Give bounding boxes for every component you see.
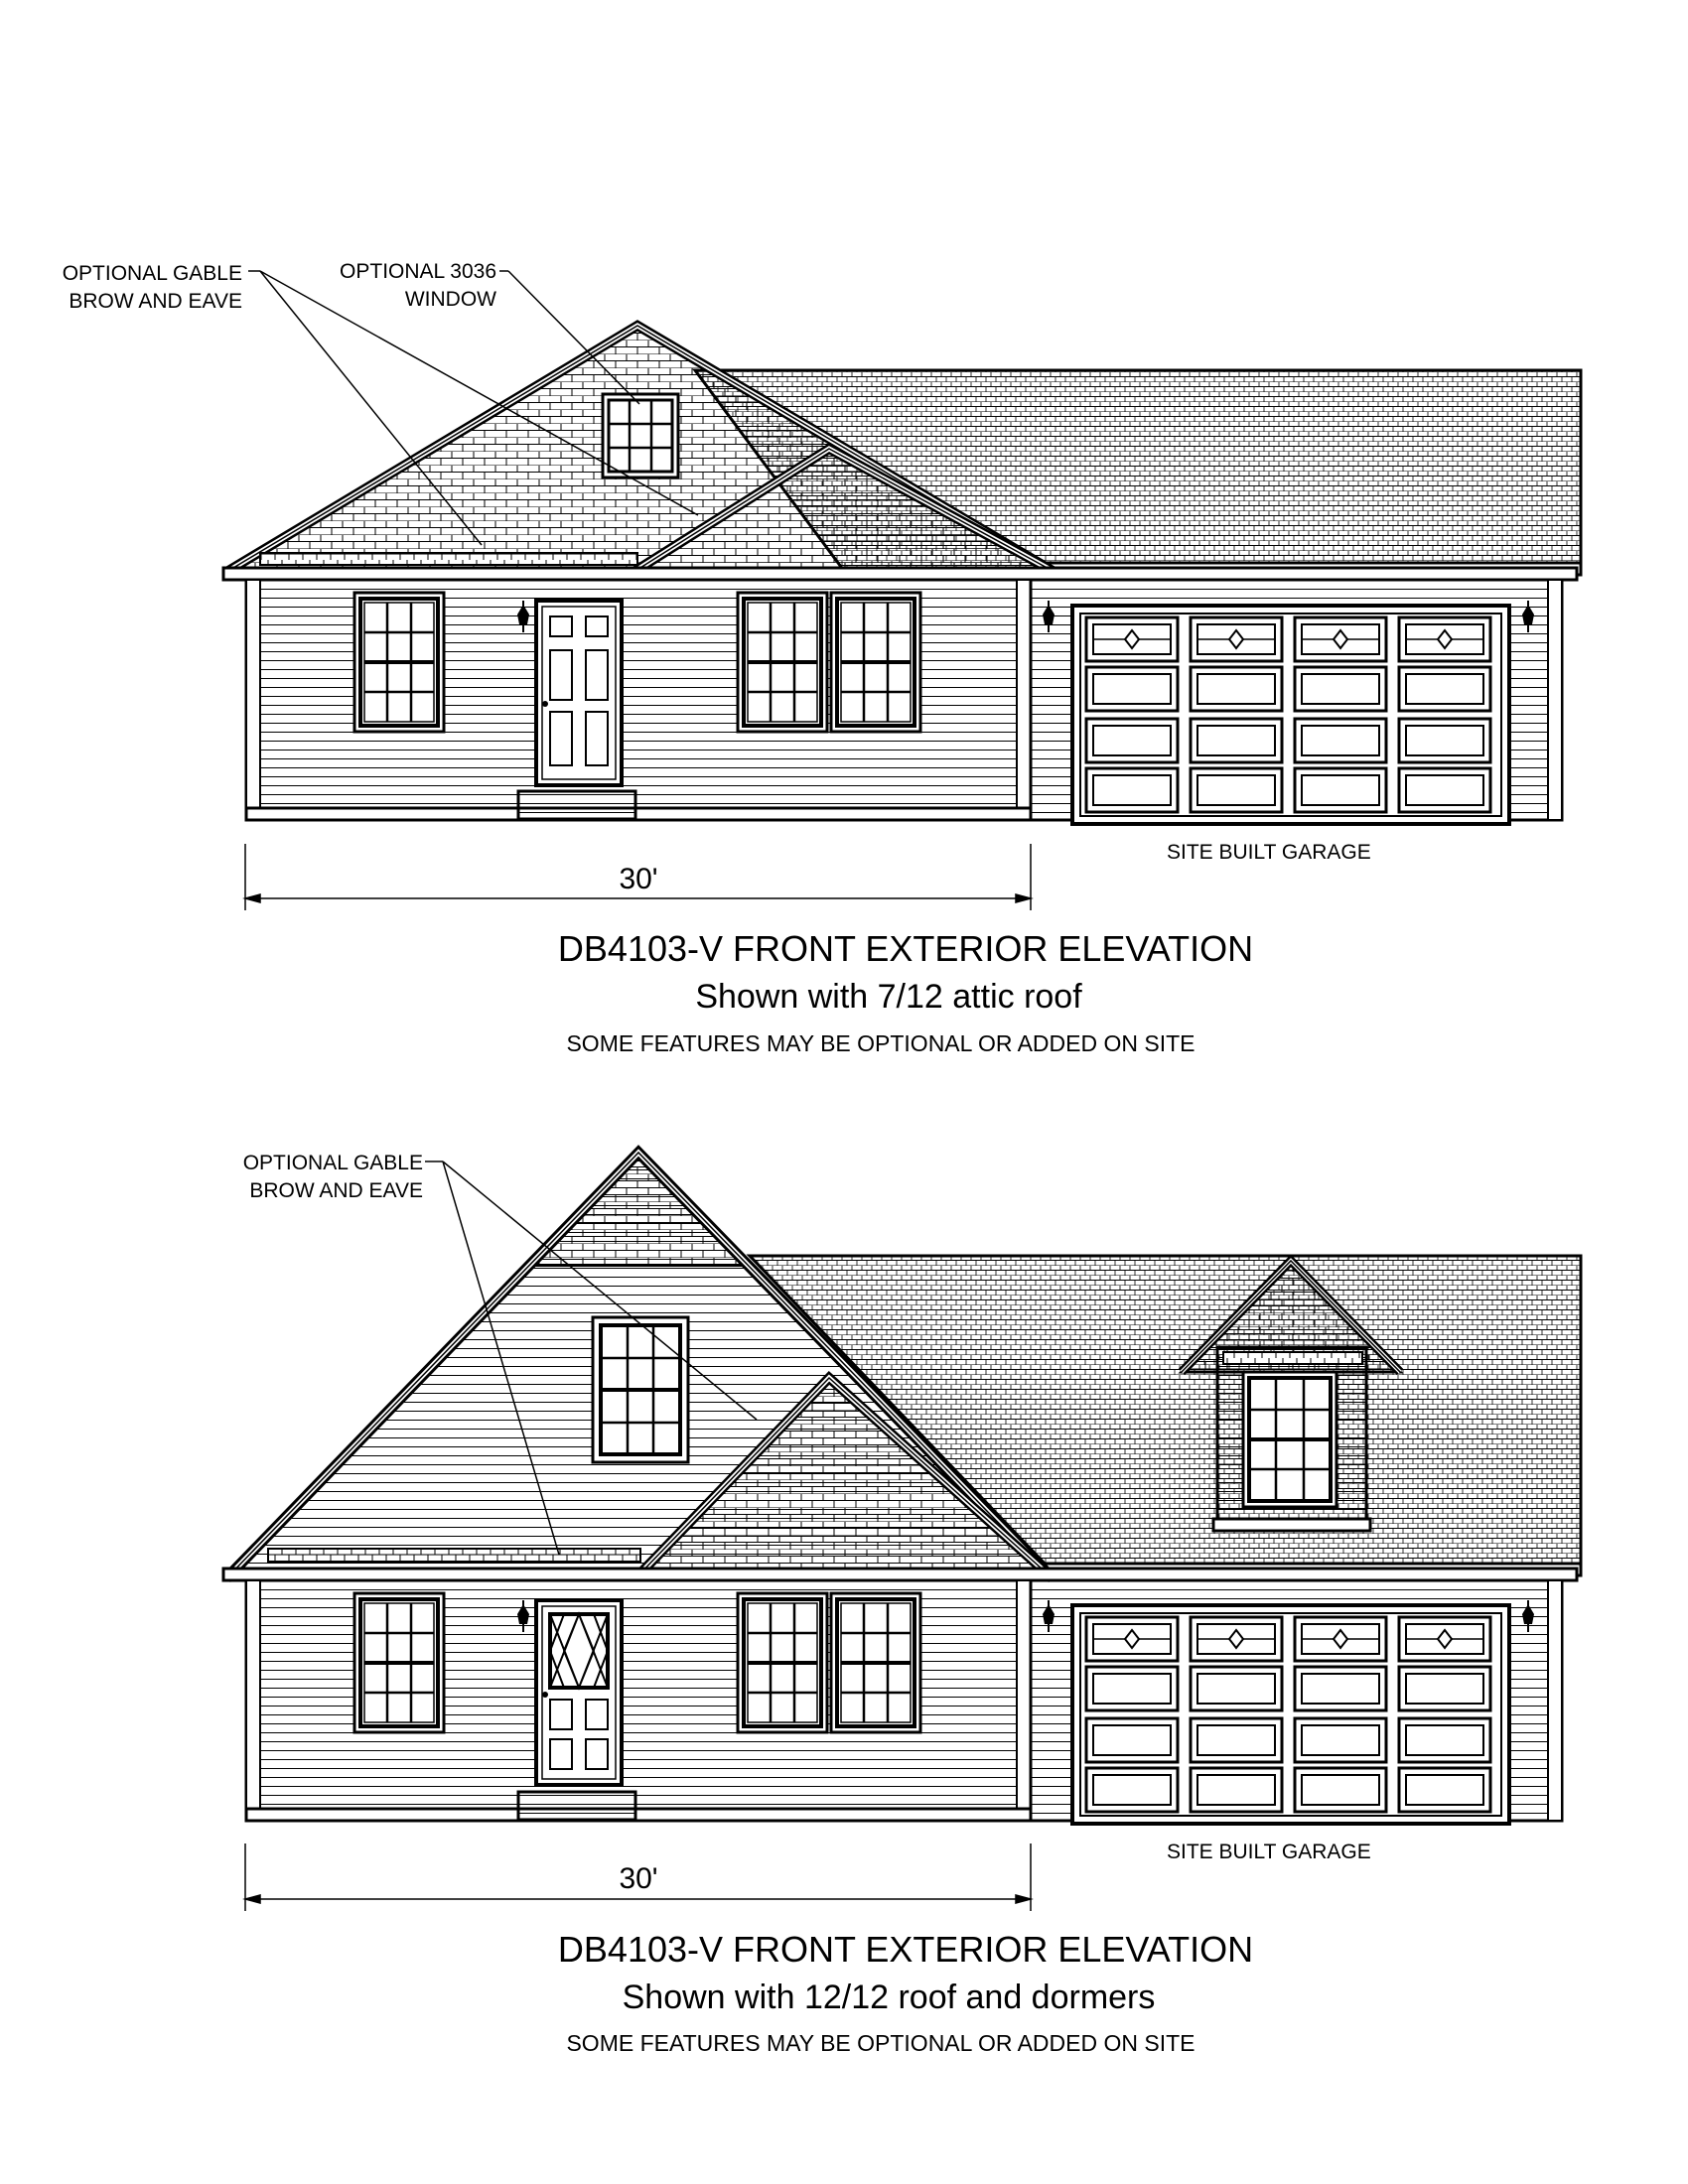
elevation-subtitle: Shown with 7/12 attic roof: [695, 978, 1082, 1016]
main-fascia: [223, 568, 1577, 580]
callout-gable-line2: BROW AND EAVE: [69, 290, 242, 313]
attic-window: [603, 394, 678, 478]
elevation-note: SOME FEATURES MAY BE OPTIONAL OR ADDED ON SITE: [566, 2030, 1196, 2056]
front-door: [536, 1600, 622, 1785]
callout-window-line1: OPTIONAL 3036: [340, 260, 496, 283]
door-step: [518, 791, 635, 819]
gable-brow: [260, 553, 637, 565]
main-fascia: [223, 1569, 1577, 1580]
garage-label: SITE BUILT GARAGE: [1167, 1841, 1371, 1863]
elevation-note: SOME FEATURES MAY BE OPTIONAL OR ADDED ON SITE: [566, 1030, 1196, 1056]
front-door: [536, 601, 622, 785]
elevation-dormer-roof: [223, 1152, 1581, 2056]
garage-label: SITE BUILT GARAGE: [1167, 841, 1371, 864]
elevation-subtitle: Shown with 12/12 roof and dormers: [622, 1979, 1156, 2016]
window-left: [354, 593, 444, 732]
callout-gable-line1: OPTIONAL GABLE: [242, 1152, 423, 1174]
callout-gable-line1: OPTIONAL GABLE: [62, 262, 242, 285]
gable-shingle-peak: [528, 1153, 749, 1266]
garage-door: [1072, 606, 1509, 824]
elevation-attic-roof: [63, 260, 1581, 1056]
foundation: [246, 808, 1031, 820]
door-step: [518, 1792, 635, 1820]
dimension-label: 30': [619, 863, 658, 895]
elevation-title: DB4103-V FRONT EXTERIOR ELEVATION: [557, 928, 1254, 969]
gable-brow: [268, 1549, 640, 1562]
foundation: [246, 1809, 1031, 1821]
window-left: [354, 1593, 444, 1732]
callout-gable-line2: BROW AND EAVE: [249, 1179, 423, 1202]
elevation-title: DB4103-V FRONT EXTERIOR ELEVATION: [557, 1929, 1254, 1970]
dimension-label: 30': [619, 1862, 658, 1895]
garage-door: [1072, 1605, 1509, 1824]
gable-window: [593, 1317, 688, 1462]
callout-window-line2: WINDOW: [404, 288, 496, 311]
